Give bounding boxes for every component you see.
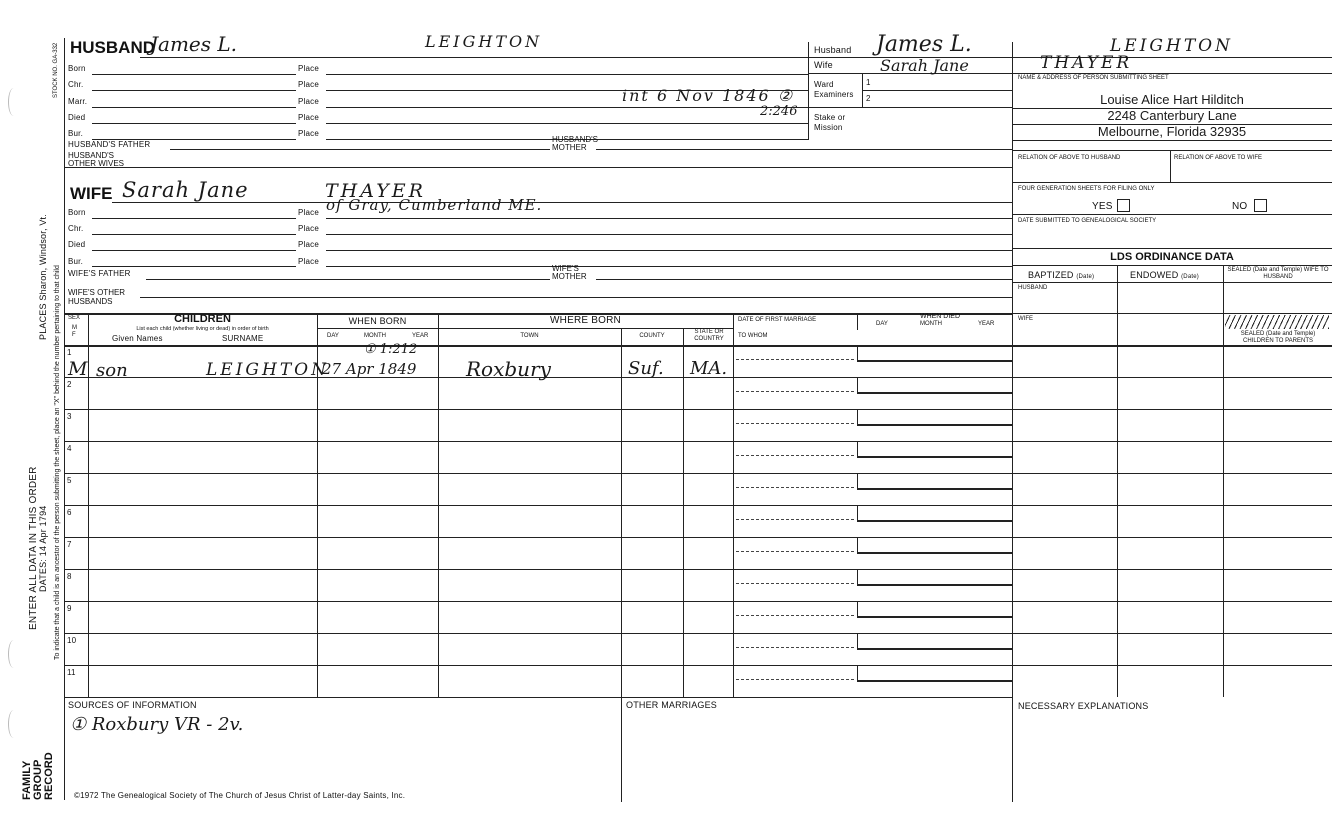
marriage-dash xyxy=(736,679,854,680)
marriage-dash xyxy=(736,583,854,584)
sources-text: ① Roxbury VR - 2v. xyxy=(70,714,244,735)
margin-mark xyxy=(8,710,19,738)
place-label: Place xyxy=(298,257,320,266)
date-submitted-label: DATE SUBMITTED TO GENEALOGICAL SOCIETY xyxy=(1018,218,1157,224)
child1-county: Suf. xyxy=(628,358,664,379)
no-label: NO xyxy=(1232,201,1248,212)
died-date-box xyxy=(857,570,1013,586)
child-row-number: 9 xyxy=(67,604,72,613)
place-label: Place xyxy=(298,97,320,106)
child-row-number: 2 xyxy=(67,380,72,389)
marriage-dash xyxy=(736,615,854,616)
row-divider xyxy=(64,601,733,602)
marriage-dash xyxy=(736,551,854,552)
ward-examiners-label: Ward Examiners xyxy=(814,80,854,99)
no-checkbox[interactable] xyxy=(1254,199,1267,212)
relation-to-wife-label: RELATION OF ABOVE TO WIFE xyxy=(1174,155,1263,161)
row-divider xyxy=(64,537,733,538)
wife-chr-label: Chr. xyxy=(68,224,84,233)
child-row-number: 7 xyxy=(67,540,72,549)
given-names-label: Given Names xyxy=(112,334,163,343)
child1-given: son xyxy=(96,360,128,381)
row-divider xyxy=(64,569,733,570)
state-country-label: STATE OR COUNTRY xyxy=(694,329,724,342)
child1-surname: LEIGHTON xyxy=(206,360,329,380)
sealed-children-label: SEALED (Date and Temple) CHILDREN TO PARENTS xyxy=(1240,331,1316,344)
child-row-number: 6 xyxy=(67,508,72,517)
baptized-label: BAPTIZED (Date) xyxy=(1028,270,1095,280)
husband-mother-label: HUSBAND'S MOTHER xyxy=(552,135,598,152)
margin-mark xyxy=(8,88,19,116)
copyright: ©1972 The Genealogical Society of The Church of Jesus Christ of Latter-day Saints, Inc. xyxy=(74,791,406,800)
husband-given-name: James L. xyxy=(150,32,238,56)
child-row-number: 4 xyxy=(67,444,72,453)
child1-born: 27 Apr 1849 xyxy=(322,360,417,378)
husband-other-wives-label: HUSBAND'S OTHER WIVES xyxy=(68,151,125,168)
mid-wife-label: Wife xyxy=(814,60,833,70)
lds-row-divider xyxy=(1012,377,1332,378)
died-date-box xyxy=(857,346,1013,362)
husband-surname: LEIGHTON xyxy=(425,32,543,51)
born-month-label: MONTH xyxy=(364,333,386,339)
wife-mother-label: WIFE'S MOTHER xyxy=(552,264,587,281)
died-date-box xyxy=(857,666,1013,682)
necessary-explanations-label: NECESSARY EXPLANATIONS xyxy=(1018,701,1149,711)
dates-note: DATES: 14 Apr 1794 xyxy=(38,505,48,592)
place-label: Place xyxy=(298,240,320,249)
husband-chr-label: Chr. xyxy=(68,80,84,89)
data-order-note: ENTER ALL DATA IN THIS ORDER xyxy=(28,466,39,630)
endowed-label: ENDOWED (Date) xyxy=(1130,270,1199,280)
surname-label: SURNAME xyxy=(222,334,264,343)
town-label: TOWN xyxy=(520,333,539,339)
examiner-2-label: 2 xyxy=(866,94,871,103)
left-border xyxy=(64,38,65,800)
lds-row-divider xyxy=(1012,569,1332,570)
lds-wife-label: WIFE xyxy=(1018,316,1033,322)
place-label: Place xyxy=(298,113,320,122)
wife-other-husbands-label: WIFE'S OTHER HUSBANDS xyxy=(68,288,126,306)
sex-mf-label: M F xyxy=(72,325,77,338)
places-note: PLACES Sharon, Windsor, Vt. xyxy=(38,214,48,340)
child1-sex: M xyxy=(68,358,88,380)
lds-row-divider xyxy=(1012,505,1332,506)
lds-row-divider xyxy=(1012,633,1332,634)
row-divider xyxy=(64,665,733,666)
marriage-intention: int 6 Nov 1846 ② xyxy=(622,86,795,105)
husband-marr-label: Marr. xyxy=(68,97,88,106)
wife-died-label: Died xyxy=(68,240,86,249)
husband-born-label: Born xyxy=(68,64,86,73)
county-label: COUNTY xyxy=(639,333,665,339)
record-title: FAMILY GROUP RECORD xyxy=(21,752,55,800)
marriage-dash xyxy=(736,487,854,488)
husband-label: HUSBAND xyxy=(70,38,155,57)
died-date-box xyxy=(857,602,1013,618)
other-marriages-label: OTHER MARRIAGES xyxy=(626,700,718,710)
died-date-box xyxy=(857,442,1013,458)
sealed-wife-label: SEALED (Date and Temple) WIFE TO HUSBAND xyxy=(1227,267,1329,280)
sources-label: SOURCES OF INFORMATION xyxy=(68,700,197,710)
wife-born-place: of Gray, Cumberland ME. xyxy=(326,196,543,214)
place-label: Place xyxy=(298,80,320,89)
marriage-dash xyxy=(736,359,854,360)
wife-given-name: Sarah Jane xyxy=(122,178,249,202)
lds-title: LDS ORDINANCE DATA xyxy=(1110,251,1234,263)
yes-checkbox[interactable] xyxy=(1117,199,1130,212)
sex-label: SEX xyxy=(68,315,81,321)
wife-father-label: WIFE'S FATHER xyxy=(68,269,131,278)
wife-surname: THAYER xyxy=(325,180,426,202)
wife-born-label: Born xyxy=(68,208,86,217)
child-row-number: 1 xyxy=(67,348,72,357)
margin-mark xyxy=(8,640,19,668)
died-date-box xyxy=(857,410,1013,426)
died-year-label: YEAR xyxy=(978,321,995,327)
husband-died-label: Died xyxy=(68,113,86,122)
stake-mission-label: Stake or Mission xyxy=(814,113,846,132)
lds-row-divider xyxy=(1012,665,1332,666)
marriage-dash xyxy=(736,391,854,392)
first-marriage-label: DATE OF FIRST MARRIAGE xyxy=(738,317,817,323)
died-day-label: DAY xyxy=(876,321,888,327)
mid-husband-label: Husband xyxy=(814,45,852,55)
submitter-name: Louise Alice Hart Hilditch xyxy=(1100,92,1244,107)
place-label: Place xyxy=(298,208,320,217)
place-label: Place xyxy=(298,224,320,233)
died-date-box xyxy=(857,506,1013,522)
child1-born-note: ① 1:212 xyxy=(364,342,418,357)
place-label: Place xyxy=(298,64,320,73)
mid-husband-given: James L. xyxy=(876,32,972,57)
lds-row-divider xyxy=(1012,473,1332,474)
row-divider xyxy=(64,505,733,506)
born-year-label: YEAR xyxy=(412,333,429,339)
lds-row-divider xyxy=(1012,441,1332,442)
row-divider xyxy=(64,409,733,410)
row-divider xyxy=(64,473,733,474)
when-born-label: WHEN BORN xyxy=(348,316,407,326)
lds-row-divider xyxy=(1012,601,1332,602)
yes-label: YES xyxy=(1092,201,1113,212)
ancestor-note: To indicate that a child is an ancestor of the person submitting the sheet, place an "X" behind the number pertaining to that child xyxy=(54,265,61,660)
examiner-1-label: 1 xyxy=(866,78,871,87)
submitter-label: NAME & ADDRESS OF PERSON SUBMITTING SHEET xyxy=(1018,75,1169,81)
husband-father-label: HUSBAND'S FATHER xyxy=(68,140,151,149)
mid-wife-given: Sarah Jane xyxy=(880,56,969,75)
child-row-number: 3 xyxy=(67,412,72,421)
submitter-street: 2248 Canterbury Lane xyxy=(1107,108,1237,123)
born-day-label: DAY xyxy=(327,333,339,339)
when-died-label: WHEN DIED xyxy=(919,313,961,320)
child1-town: Roxbury xyxy=(466,357,551,381)
marriage-dash xyxy=(736,647,854,648)
wife-label: WIFE xyxy=(70,184,113,203)
died-date-box xyxy=(857,538,1013,554)
child1-state: MA. xyxy=(690,358,728,379)
lds-row-divider xyxy=(1012,409,1332,410)
marriage-dash xyxy=(736,455,854,456)
mid-wife-surname: THAYER xyxy=(1040,53,1133,73)
children-title: CHILDREN xyxy=(174,313,231,325)
submitter-city: Melbourne, Florida 32935 xyxy=(1097,124,1247,139)
row-divider xyxy=(64,441,733,442)
husband-bur-label: Bur. xyxy=(68,129,84,138)
mid-husband-surname: LEIGHTON xyxy=(1110,36,1233,56)
lds-row-divider xyxy=(1012,537,1332,538)
child-row-number: 10 xyxy=(67,636,77,645)
child-row-number: 8 xyxy=(67,572,72,581)
child-row-number: 5 xyxy=(67,476,72,485)
where-born-label: WHERE BORN xyxy=(550,315,621,326)
child-row-number: 11 xyxy=(67,668,76,677)
place-label: Place xyxy=(298,129,320,138)
four-generation-label: FOUR GENERATION SHEETS FOR FILING ONLY xyxy=(1018,186,1155,192)
marriage-reference: 2:246 xyxy=(760,104,798,119)
died-month-label: MONTH xyxy=(920,321,942,327)
row-divider xyxy=(64,633,733,634)
marriage-dash xyxy=(736,423,854,424)
to-whom-label: TO WHOM xyxy=(738,333,768,339)
children-subtitle: List each child (whether living or dead) in order of birth xyxy=(136,326,269,332)
wife-bur-label: Bur. xyxy=(68,257,84,266)
relation-to-husband-label: RELATION OF ABOVE TO HUSBAND xyxy=(1018,155,1121,161)
died-date-box xyxy=(857,474,1013,490)
lds-husband-label: HUSBAND xyxy=(1018,285,1048,291)
died-date-box xyxy=(857,378,1013,394)
stock-number: STOCK NO. GA-332 xyxy=(53,42,59,98)
died-date-box xyxy=(857,634,1013,650)
hatched-area xyxy=(1225,315,1329,329)
marriage-dash xyxy=(736,519,854,520)
